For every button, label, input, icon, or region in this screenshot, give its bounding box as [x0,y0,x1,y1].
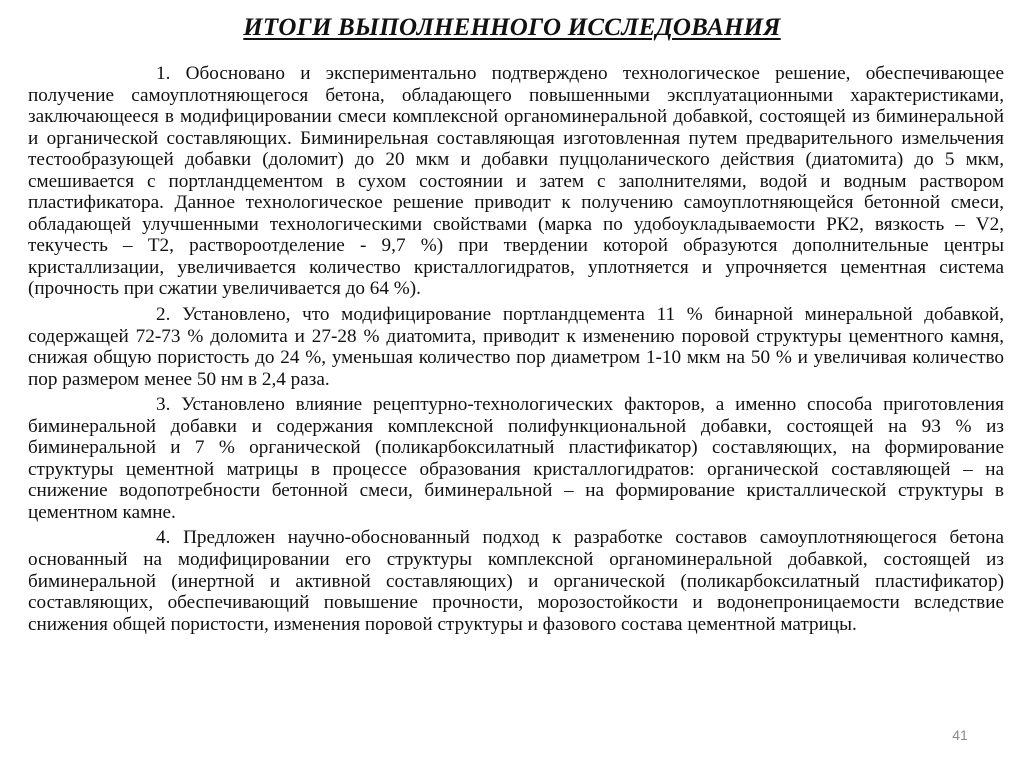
conclusion-paragraph-3 [28,394,1004,523]
paragraph-number: 1. [156,63,171,84]
slide-page-number: 41 [952,727,968,743]
conclusions-body [28,63,1004,635]
paragraph-number: 3. [156,394,171,416]
conclusion-paragraph-1 [28,63,1004,300]
conclusion-paragraph-4 [28,527,1004,635]
paragraph-text: Предложен научно-обоснованный подход к разработке составов самоуплотняющегося бетона основанный на модифицировании его структуры комплексной органоминеральной добавкой, состоящей из биминеральной (инертной и активной составляющих) и органической (поликарбоксилатный пластификатор) составляющих, обеспечивающий повышение прочности, морозостойкости и водонепроницаемости вследствие снижения общей пористости, изменения поровой структуры и фазового состава цементной матрицы. [28,527,1004,635]
paragraph-text: Установлено, что модифицирование портландцемента 11 % бинарной минеральной добавкой, содержащей 72-73 % доломита и 27-28 % диатомита, приводит к изменению поровой структуры цементного камня, снижая общую пористость до 24 %, уменьшая количество пор диаметром 1-10 мкм на 50 % и увеличивая количество пор размером менее 50 нм в 2,4 раза. [28,304,1004,390]
paragraph-number: 2. [156,304,171,326]
paragraph-number: 4. [156,527,171,549]
paragraph-text: Обосновано и экспериментально подтверждено технологическое решение, обеспечивающее получение самоуплотняющегося бетона, обладающего повышенными эксплуатационными характеристиками, заключающееся в модифицировании смеси комплексной органоминеральной добавкой, состоящей из биминеральной и органической составляющих. Биминирельная составляющая изготовленная путем предварительного измельчения тестообразующей добавки (доломит) до 20 мкм и добавки пуццоланического действия (диатомита) до 5 мкм, смешивается с портландцементом в сухом состоянии и затем с заполнителями, водой и водным раствором пластификатора. Данное технологическое решение приводит к получению самоуплотняющейся бетонной смеси, обладающей улучшенными технологическими свойствами (марка по удобоукладываемости РК2, вязкость – V2, текучесть – Т2, раствороотделение - 9,7 %) при твердении которой образуются дополнительные центры кристаллизации, увеличивается количество кристаллогидратов, уплотняется и упрочняется цементная система (прочность при сжатии увеличивается до 64 %). [28,63,1004,300]
slide-title-text: ИТОГИ ВЫПОЛНЕННОГО ИССЛЕДОВАНИЯ [243,14,781,41]
slide-title [0,12,1024,44]
conclusion-paragraph-2 [28,304,1004,390]
paragraph-text: Установлено влияние рецептурно-технологических факторов, а именно способа приготовления биминеральной добавки и содержания комплексной полифункциональной добавки, состоящей на 93 % из биминеральной и 7 % органической (поликарбоксилатный пластификатор) составляющих, на формирование структуры цементной матрицы в процессе образования кристаллогидратов: органической составляющей – на снижение водопотребности бетонной смеси, биминеральной – на формирование кристаллической структуры в цементном камне. [28,394,1004,523]
